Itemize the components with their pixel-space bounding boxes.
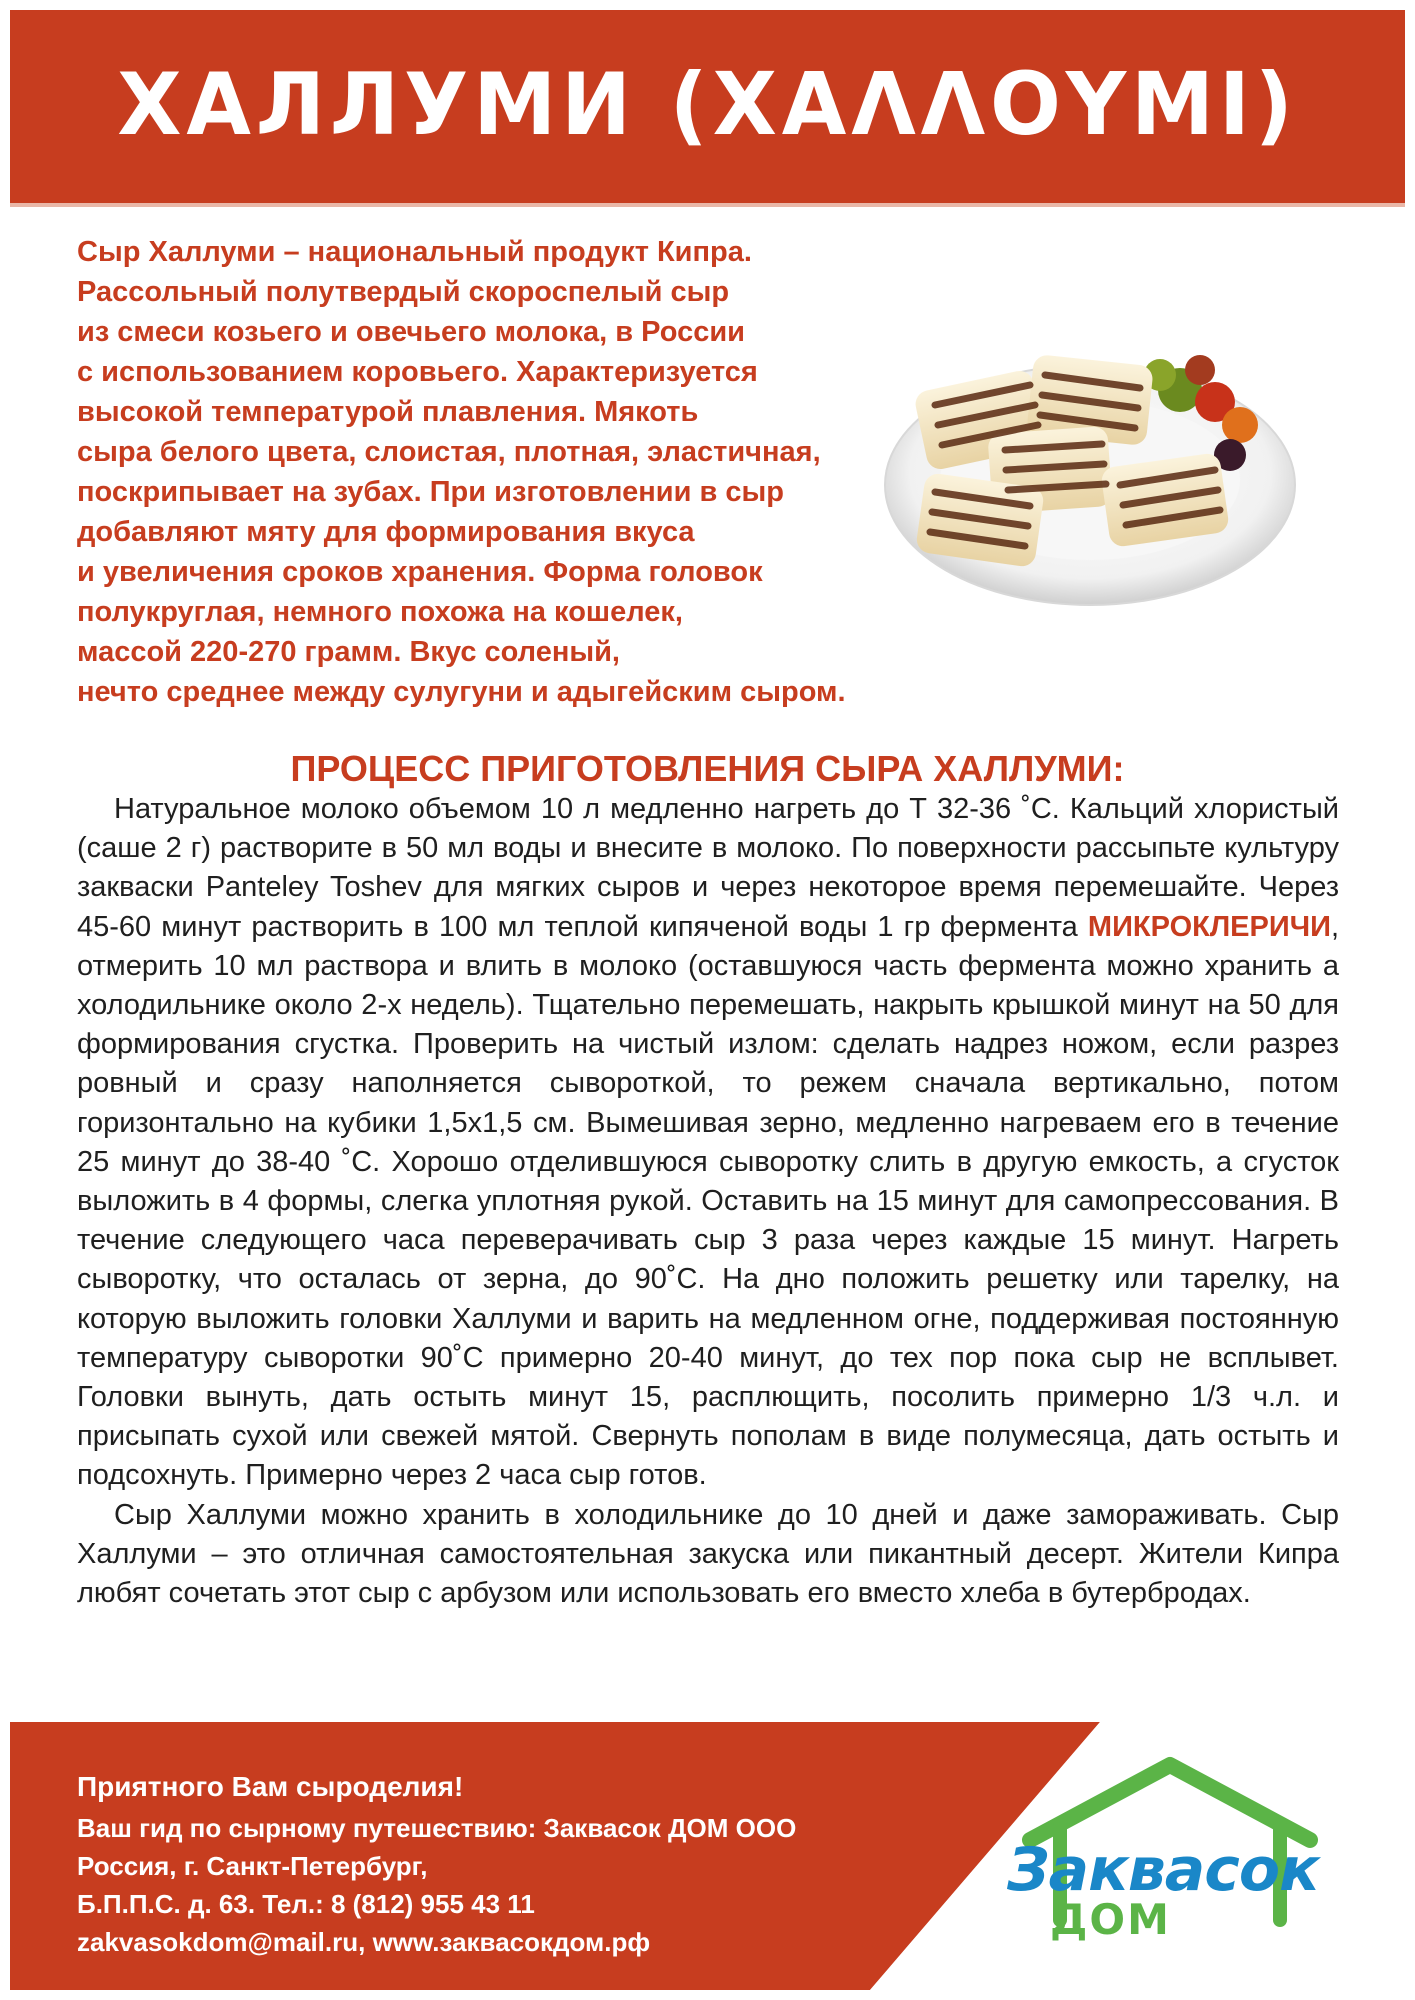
logo-word-dom: ДОМ: [1050, 1895, 1171, 1944]
intro-paragraph: [77, 232, 877, 712]
intro-line: нечто среднее между сулугуни и адыгейским сыром.: [77, 676, 846, 708]
enzyme-highlight: МИКРОКЛЕРИЧИ: [1087, 910, 1331, 943]
intro-line: поскрипывает на зубах. При изготовлении в сыр: [77, 476, 784, 508]
header-divider: [10, 203, 1405, 207]
intro-line: из смеси козьего и овечьего молока, в России: [77, 316, 745, 348]
footer-contacts: [77, 1765, 796, 1961]
footer-email-website: zakvasokdom@mail.ru, www.заквасокдом.рф: [77, 1927, 651, 1957]
intro-line: сыра белого цвета, слоистая, плотная, эластичная,: [77, 436, 821, 468]
halloumi-plate-image: [880, 320, 1310, 620]
header-band: [10, 10, 1405, 205]
intro-line: массой 220-270 грамм. Вкус соленый,: [77, 636, 620, 668]
process-paragraph-1: [77, 790, 1339, 1496]
intro-line: с использованием коровьего. Характеризуется: [77, 356, 758, 388]
process-text: [77, 790, 1339, 1613]
footer-address-phone: Б.П.П.С. д. 63. Тел.: 8 (812) 955 43 11: [77, 1889, 535, 1919]
page-title: ХАЛЛУМИ (ΧΑΛΛΟΥΜΙ): [117, 55, 1298, 155]
intro-line: добавляют мяту для формирования вкуса: [77, 516, 695, 548]
footer-company: Ваш гид по сырному путешествию: Заквасок ДОМ ООО: [77, 1813, 797, 1843]
logo-word-zakvasok: Заквасок: [1007, 1835, 1319, 1905]
intro-line: Сыр Халлуми – национальный продукт Кипра.: [77, 236, 752, 268]
process-text-a: Натуральное молоко объемом 10 л медленно нагреть до Т 32-36 ˚С. Кальций хлористый (саше 2 г) растворите в 50 мл воды и внесите в молоко. По поверхности рассыпьте культуру закваски Panteley Toshev для мягких сыров и через некоторое время перемешайте. Через 45-60 минут растворить в 100 мл теплой кипяченой воды 1 гр фермента: [77, 793, 1339, 943]
intro-line: полукруглая, немного похожа на кошелек,: [77, 596, 683, 628]
process-paragraph-2: Сыр Халлуми можно хранить в холодильнике до 10 дней и даже замораживать. Сыр Халлуми – это отличная самостоятельная закуска или пикантный десерт. Жители Кипра любят сочетать этот сыр с арбузом или использовать его вместо хлеба в бутербродах.: [77, 1498, 1339, 1610]
process-text-b: , отмерить 10 мл раствора и влить в молоко (оставшуюся часть фермента можно хранить а холодильнике около 2-х недель). Тщательно перемешать, накрыть крышкой минут на 50 для формирования сгустка. Проверить на чистый излом: сделать надрез ножом, если разрез ровный и сразу наполняется сывороткой, то режем сначала вертикально, потом горизонтально на кубики 1,5х1,5 см. Вымешивая зерно, медленно нагреваем его в течение 25 минут до 38-40 ˚С. Хорошо отделившуюся сыворотку слить в другую емкость, а сгусток выложить в 4 формы, слегка уплотняя рукой. Оставить на 15 минут для самопрессования. В течение следующего часа переверачивать сыр 3 раза через каждые 15 минут. Нагреть сыворотку, что осталась от зерна, до 90˚С. На дно положить решетку или тарелку, на которую выложить головки Халлуми и варить на медленном огне, поддерживая постоянную температуру сыворотки 90˚С примерно 20-40 минут, до тех пор пока сыр не всплывет. Головки вынуть, дать остыть минут 15, расплющить, посолить примерно 1/3 ч.л. и присыпать сухой или свежей мятой. Свернуть пополам в виде полумесяца, дать остыть и подсохнуть. Примерно через 2 часа сыр готов.: [77, 910, 1339, 1492]
intro-line: Рассольный полутвердый скороспелый сыр: [77, 276, 730, 308]
intro-line: высокой температурой плавления. Мякоть: [77, 396, 699, 428]
footer-greeting: Приятного Вам сыроделия!: [77, 1771, 464, 1802]
process-title: ПРОЦЕСС ПРИГОТОВЛЕНИЯ СЫРА ХАЛЛУМИ:: [290, 748, 1125, 789]
footer-city: Россия, г. Санкт-Петербург,: [77, 1851, 428, 1881]
intro-line: и увеличения сроков хранения. Форма головок: [77, 556, 763, 588]
